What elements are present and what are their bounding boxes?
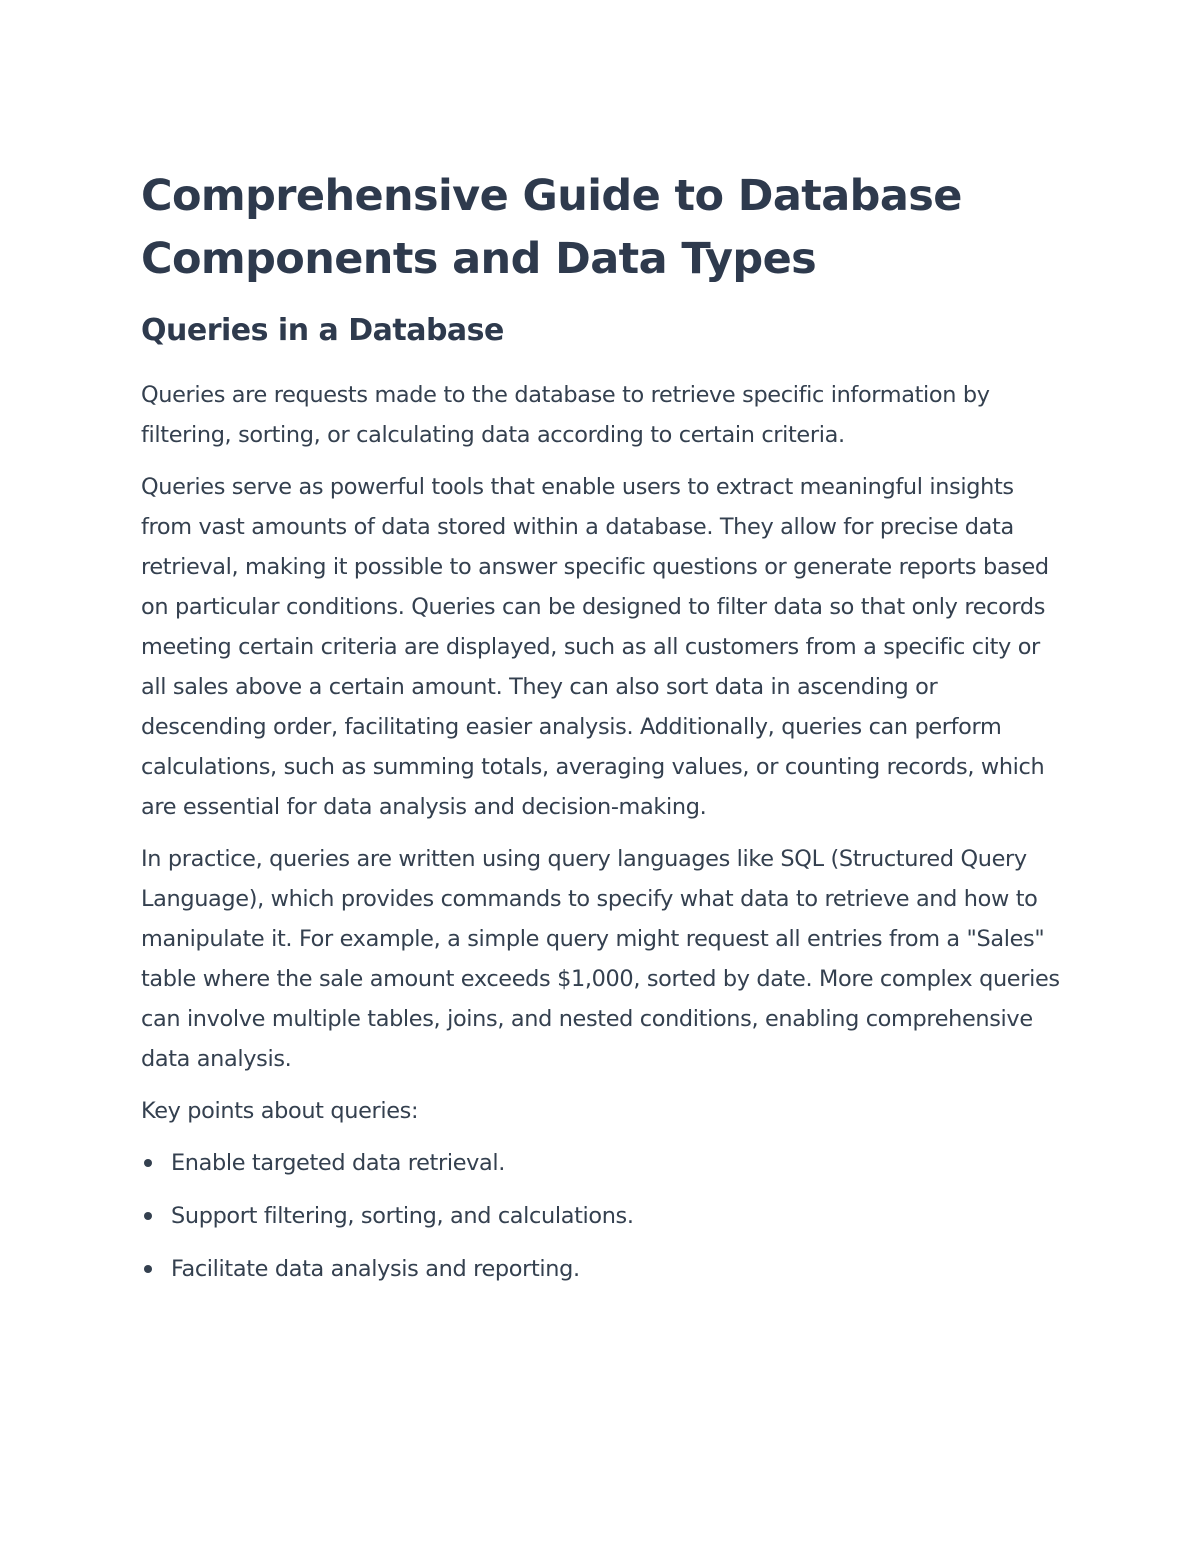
list-item-text: Support filtering, sorting, and calculations.: [171, 1203, 634, 1229]
list-item: [141, 1143, 1061, 1183]
key-points-label: Key points about queries:: [141, 1098, 419, 1124]
paragraph-practice: In practice, queries are written using query languages like SQL (Structured Query Language), which provides commands to specify what data to retrieve and how to manipulate it. For example, a simple query might request all entries from a "Sales" table where the sale amount exceeds $1,000, sorted by date. More complex queries can involve multiple tables, joins, and nested conditions, enabling comprehensive data analysis.: [141, 846, 1060, 1072]
bullet-icon: [144, 1212, 152, 1220]
document-page: [141, 165, 1061, 1302]
list-item-text: Facilitate data analysis and reporting.: [171, 1256, 580, 1282]
document-title: Comprehensive Guide to Database Components and Data Types: [141, 171, 962, 284]
list-item-text: Enable targeted data retrieval.: [171, 1150, 506, 1176]
list-item: [141, 1196, 1061, 1236]
section-heading: Queries in a Database: [141, 313, 504, 348]
bullet-icon: [144, 1265, 152, 1273]
bullet-icon: [144, 1159, 152, 1167]
key-points-list: [141, 1143, 1061, 1289]
list-item: [141, 1249, 1061, 1289]
paragraph-definition: Queries are requests made to the database to retrieve specific information by filtering, sorting, or calculating data according to certain criteria.: [141, 382, 990, 448]
paragraph-purpose: Queries serve as powerful tools that enable users to extract meaningful insights from vast amounts of data stored within a database. They allow for precise data retrieval, making it possible to answer specific questions or generate reports based on particular conditions. Queries can be designed to filter data so that only records meeting certain criteria are displayed, such as all customers from a specific city or all sales above a certain amount. They can also sort data in ascending or descending order, facilitating easier analysis. Additionally, queries can perform calculations, such as summing totals, averaging values, or counting records, which are essential for data analysis and decision-making.: [141, 474, 1049, 820]
